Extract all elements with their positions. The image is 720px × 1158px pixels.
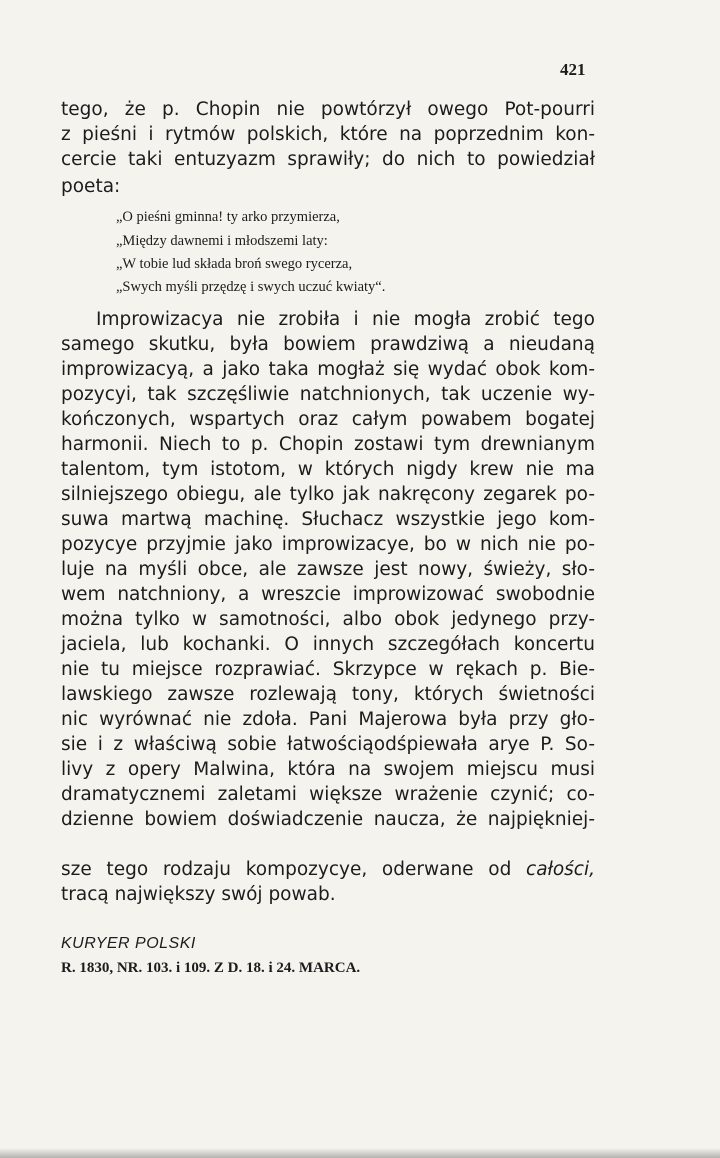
verse-line: „O pieśni gminna! ty arko przymierza, bbox=[116, 209, 340, 225]
paragraph2-line: dzienne bowiem doświadczenie naucza, że najpiękniej- bbox=[61, 809, 595, 830]
paragraph2-line: pozycye przyjmie jako improwizacye, bo w nich nie po- bbox=[61, 534, 595, 555]
paragraph2-line: improwizacyą, a jako taka mogłaż się wydać obok kom- bbox=[61, 359, 595, 380]
verse-line: „Swych myśli przędzę i swych uczuć kwiaty“. bbox=[116, 279, 386, 295]
paragraph1-line: poeta: bbox=[61, 176, 121, 197]
source-reference: R. 1830, NR. 103. i 109. Z D. 18. i 24. MARCA. bbox=[61, 960, 361, 976]
source-title: KURYER POLSKI bbox=[61, 935, 196, 952]
paragraph2-line: luje na myśli obce, ale zawsze jest nowy, świeży, sło- bbox=[61, 559, 595, 580]
paragraph2-line: jaciela, lub kochanki. O innych szczegółach koncertu bbox=[61, 634, 595, 655]
paragraph2-line: Improwizacya nie zrobiła i nie mogła zrobić tego bbox=[96, 309, 595, 330]
paragraph1-line: tego, że p. Chopin nie powtórzył owego Pot-pourri bbox=[61, 99, 595, 120]
paragraph2-line: sie i z właściwą sobie łatwościąodśpiewała arye P. So- bbox=[61, 734, 595, 755]
paragraph2-line: talentom, tym istotom, w których nigdy krew nie ma bbox=[61, 459, 595, 480]
paragraph2-line: suwa martwą machinę. Słuchacz wszystkie jego kom- bbox=[61, 509, 595, 530]
paragraph1-line: z pieśni i rytmów polskich, które na poprzednim kon- bbox=[61, 124, 595, 145]
paragraph2-line-text: sze tego rodzaju kompozycye, oderwane od bbox=[61, 859, 527, 880]
italic-word: całości, bbox=[526, 859, 595, 880]
paragraph2-line: można tylko w samotności, albo obok jedynego przy- bbox=[61, 609, 595, 630]
paragraph2-line: samego skutku, była bowiem prawdziwą a nieudaną bbox=[61, 334, 595, 355]
paragraph2-line: livy z opery Malwina, która na swojem miejscu musi bbox=[61, 759, 595, 780]
paragraph2-line: wem natchniony, a wreszcie improwizować swobodnie bbox=[61, 584, 595, 605]
paragraph2-line: harmonii. Niech to p. Chopin zostawi tym drewnianym bbox=[61, 434, 595, 455]
paragraph2-line: lawskiego zawsze rozlewają tony, których świetności bbox=[61, 684, 595, 705]
page-edge-shadow bbox=[0, 1148, 720, 1158]
paragraph1-line: cercie taki entuzyazm sprawiły; do nich to powiedział bbox=[61, 149, 595, 170]
paragraph2-line: dramatycznemi zaletami większe wrażenie czynić; co- bbox=[61, 784, 595, 805]
paragraph2-line: nic wyrównać nie zdoła. Pani Majerowa była przy gło- bbox=[61, 709, 595, 730]
paragraph2-line: nie tu miejsce rozprawiać. Skrzypce w rękach p. Bie- bbox=[61, 659, 595, 680]
paragraph2-line: tracą największy swój powab. bbox=[61, 884, 336, 905]
paragraph2-line: silniejszego obiegu, ale tylko jak nakręcony zegarek po- bbox=[61, 484, 595, 505]
paragraph2-line: pozycyi, tak szczęśliwie natchnionych, tak uczenie wy- bbox=[61, 384, 595, 405]
verse-line: „Między dawnemi i młodszemi laty: bbox=[116, 233, 328, 249]
page-number: 421 bbox=[560, 60, 586, 79]
paragraph2-line bbox=[61, 858, 595, 882]
paragraph2-line: kończonych, wspartych oraz całym powabem bogatej bbox=[61, 409, 595, 430]
verse-line: „W tobie lud składa broń swego rycerza, bbox=[116, 256, 353, 272]
